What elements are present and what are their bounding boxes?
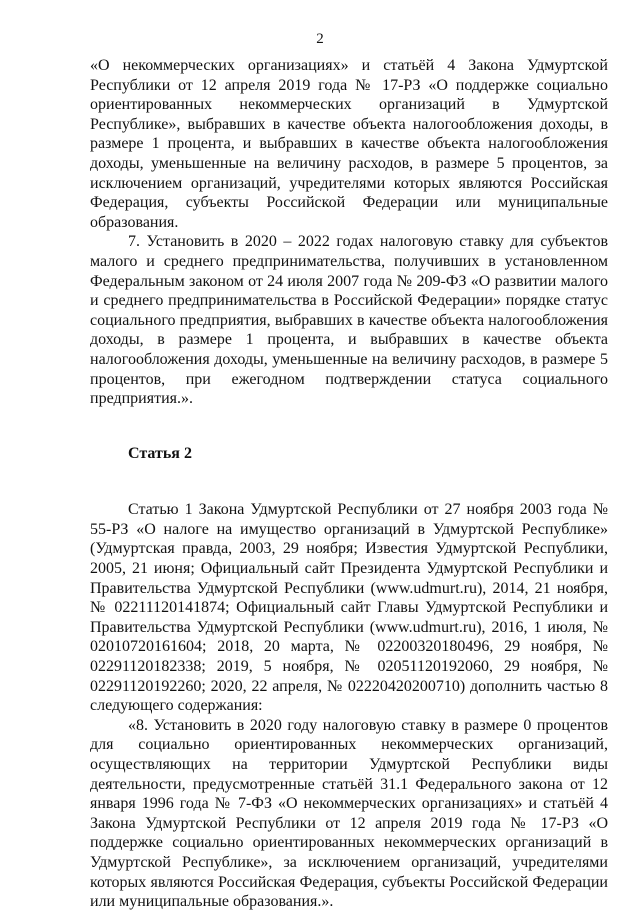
paragraph-item-7: 7. Установить в 2020 – 2022 годах налоговую ставку для субъектов малого и среднего предпринимательства, получивших в установленном Федеральным законом от 24 июля 2007 года № 209-ФЗ «О развитии малого и среднего предпринимательства в Российской Федерации» порядке статус социального предприятия, выбравших в качестве объекта налогообложения доходы, в размере 1 процента, и выбравших в качестве объекта налогообложения доходы, уменьшенные на величину расходов, в размере 5 процентов, при ежегодном подтверждении статуса социального предприятия.». xyxy=(90,233,608,408)
article-title: Статья 2 xyxy=(128,444,192,462)
document-body xyxy=(90,56,608,912)
paragraph-continuation: «О некоммерческих организациях» и статьёй 4 Закона Удмуртской Республики от 12 апреля 2019 года № 17-РЗ «О поддержке социально ориентированных некоммерческих организаций в Удмуртской Республике», выбравших в качестве объекта налогообложения доходы, в размере 1 процента, и выбравших в качестве объекта налогообложения доходы, уменьшенные на величину расходов, в размере 5 процентов, за исключением организаций, учредителями которых являются Российская Федерация, субъекты Российской Федерации или муниципальные образования. xyxy=(90,57,608,231)
paragraph-article-2-main: Статью 1 Закона Удмуртской Республики от 27 ноября 2003 года № 55-РЗ «О налоге на имущество организаций в Удмуртской Республике» (Удмуртская правда, 2003, 29 ноября; Известия Удмуртской Республики, 2005, 21 июня; Официальный сайт Президента Удмуртской Республики и Правительства Удмуртской Республики (www.udmurt.ru), 2014, 21 ноября, № 02211120141874; Официальный сайт Главы Удмуртской Республики и Правительства Удмуртской Республики (www.udmurt.ru), 2016, 1 июля, № 02010720161604; 2018, 20 марта, № 02200320180496, 29 ноября, № 02291120182338; 2019, 5 ноября, № 02051120192060, 29 ноября, № 02291120192260; 2020, 22 апреля, № 02220420200710) дополнить частью 8 следующего содержания: xyxy=(90,501,608,715)
page-number: 2 xyxy=(316,31,324,47)
paragraph-part-8: «8. Установить в 2020 году налоговую ставку в размере 0 процентов для социально ориентированных некоммерческих организаций, осуществляющих на территории Удмуртской Республики виды деятельности, предусмотренные статьёй 31.1 Федерального закона от 12 января 1996 года № 7-ФЗ «О некоммерческих организациях» и статьёй 4 Закона Удмуртской Республики от 12 апреля 2019 года № 17-РЗ «О поддержке социально ориентированных некоммерческих организаций в Удмуртской Республике», за исключением организаций, учредителями которых являются Российская Федерация, субъекты Российской Федерации или муниципальные образования.». xyxy=(90,716,608,911)
